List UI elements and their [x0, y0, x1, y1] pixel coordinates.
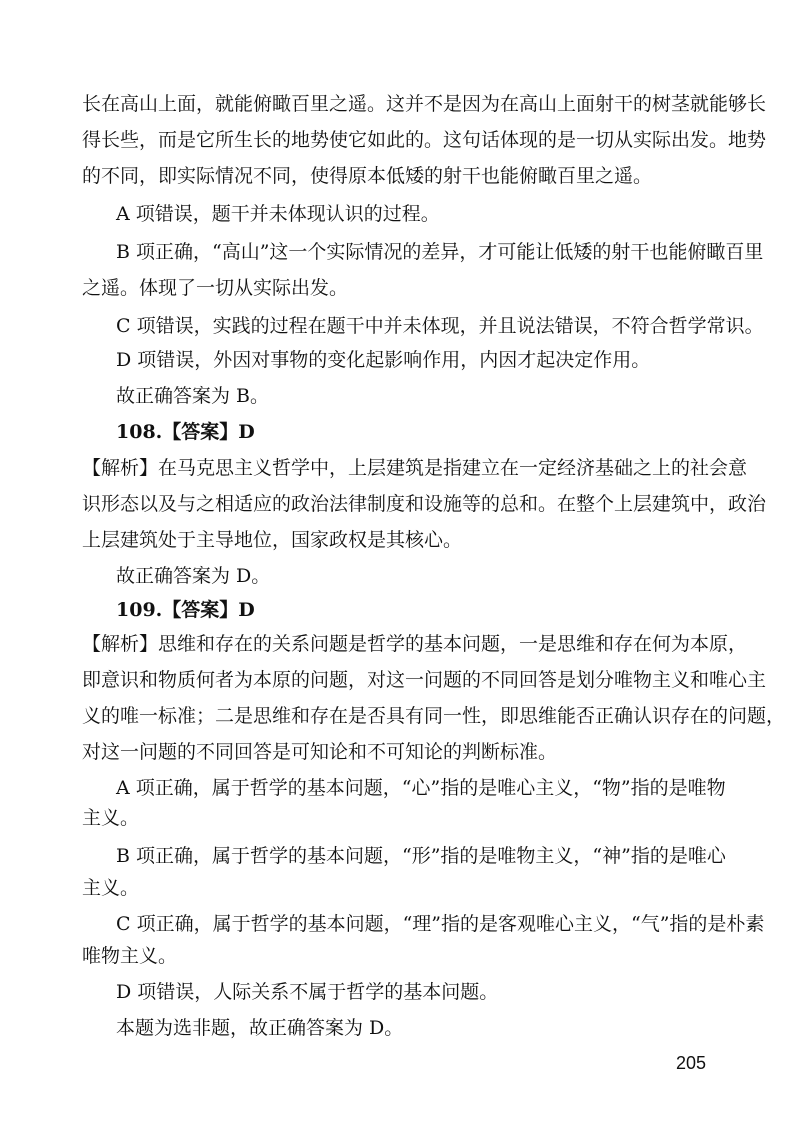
- text-line: 的不同，即实际情况不同，使得原本低矮的射干也能俯瞰百里之遥。: [82, 165, 653, 187]
- text-line: 长在高山上面，就能俯瞰百里之遥。这并不是因为在高山上面射干的树茎就能够长: [82, 93, 767, 115]
- text-line: 得长些，而是它所生长的地势使它如此的。这句话体现的是一切从实际出发。地势: [82, 129, 767, 151]
- answer-heading-109: 109.【答案】D: [116, 599, 255, 621]
- text-line: 即意识和物质何者为本原的问题，对这一问题的不同回答是划分唯物主义和唯心主: [82, 669, 767, 691]
- text-line: D 项错误，外因对事物的变化起影响作用，内因才起决定作用。: [116, 349, 651, 371]
- text-line: 识形态以及与之相适应的政治法律制度和设施等的总和。在整个上层建筑中，政治: [82, 493, 767, 515]
- text-line: 对这一问题的不同回答是可知论和不可知论的判断标准。: [82, 741, 558, 763]
- text-line: B 项正确，“高山”这一个实际情况的差异，才可能让低矮的射干也能俯瞰百里: [116, 241, 764, 263]
- analysis-line: 【解析】思维和存在的关系问题是哲学的基本问题，一是思维和存在何为本原，: [82, 633, 748, 655]
- text-line: C 项错误，实践的过程在题干中并未体现，并且说法错误，不符合哲学常识。: [116, 315, 764, 337]
- text-line: B 项正确，属于哲学的基本问题，“形”指的是唯物主义，“神”指的是唯心: [116, 845, 726, 867]
- text-line: 故正确答案为 D。: [116, 565, 271, 587]
- text-line: A 项正确，属于哲学的基本问题，“心”指的是唯心主义，“物”指的是唯物: [116, 777, 726, 799]
- text-line: 主义。: [82, 877, 140, 899]
- text-line: D 项错误，人际关系不属于哲学的基本问题。: [116, 981, 499, 1003]
- text-line: C 项正确，属于哲学的基本问题，“理”指的是客观唯心主义，“气”指的是朴素: [116, 913, 765, 935]
- text-line: A 项错误，题干并未体现认识的过程。: [116, 203, 440, 225]
- text-line: 本题为选非题，故正确答案为 D。: [116, 1017, 404, 1039]
- page-number: 205: [676, 1053, 707, 1073]
- text-line: 唯物主义。: [82, 945, 178, 967]
- text-line: 主义。: [82, 807, 140, 829]
- text-line: 上层建筑处于主导地位，国家政权是其核心。: [82, 529, 463, 551]
- analysis-line: 【解析】在马克思主义哲学中，上层建筑是指建立在一定经济基础之上的社会意: [82, 457, 748, 479]
- text-line: 义的唯一标准；二是思维和存在是否具有同一性，即思维能否正确认识存在的问题，: [82, 705, 786, 727]
- text-line: 之遥。体现了一切从实际出发。: [82, 277, 349, 299]
- answer-heading-108: 108.【答案】D: [116, 421, 255, 443]
- text-line: 故正确答案为 B。: [116, 385, 270, 407]
